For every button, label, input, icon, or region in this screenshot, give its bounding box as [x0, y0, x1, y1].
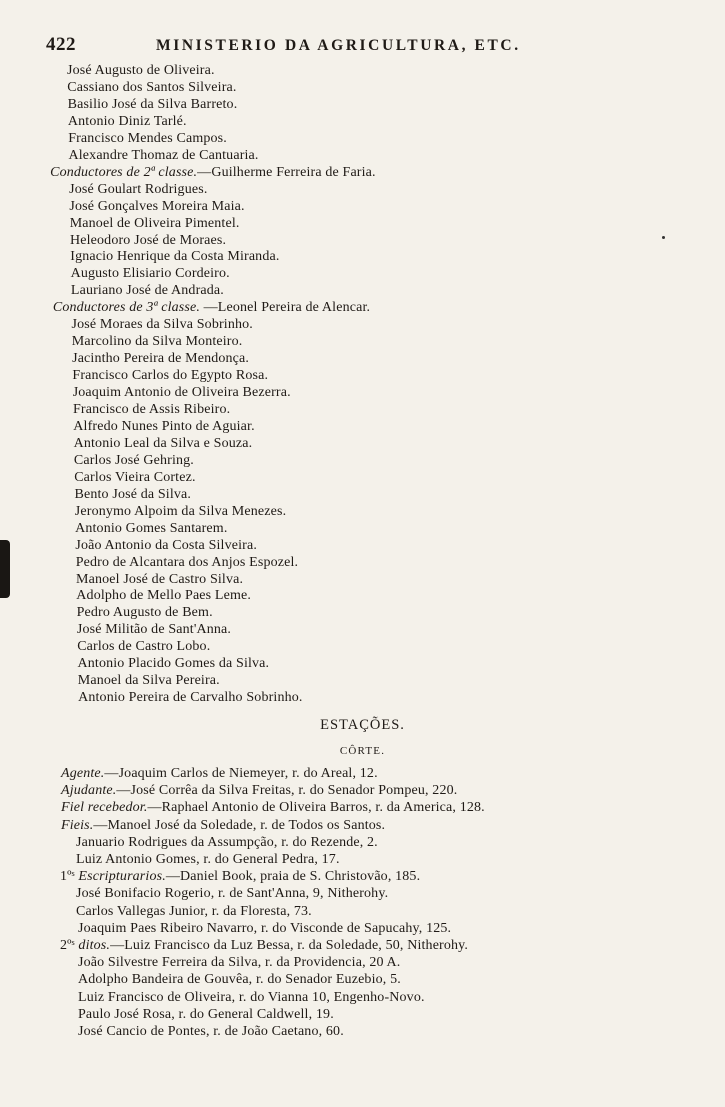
line-text: Francisco Carlos do Egypto Rosa. — [72, 368, 269, 384]
line-text: Jeronymo Alpoim da Silva Menezes. — [74, 503, 287, 519]
line-text: Carlos José Gehring. — [73, 452, 194, 468]
line-text: José Cancio de Pontes, r. de João Caetano, 60. — [78, 1024, 344, 1039]
text-line — [78, 971, 401, 988]
text-line — [78, 1006, 334, 1023]
line-text: Antonio Pereira de Carvalho Sobrinho. — [78, 690, 303, 706]
line-text: —Luiz Francisco da Luz Bessa, r. da Soledade, 50, Nitherohy. — [110, 938, 469, 953]
line-text: Januario Rodrigues da Assumpção, r. do Rezende, 2. — [76, 834, 378, 850]
line-text: Heleodoro José de Moraes. — [70, 232, 227, 248]
text-line — [70, 248, 279, 265]
line-text: Marcolino da Silva Monteiro. — [71, 334, 243, 350]
text-line — [78, 655, 270, 672]
section-title: ESTAÇÕES. — [320, 717, 405, 733]
line-text: João Silvestre Ferreira da Silva, r. da Providencia, 20 A. — [78, 955, 401, 971]
text-line — [76, 587, 251, 604]
line-text: Luiz Francisco de Oliveira, r. do Vianna 10, Engenho-Novo. — [78, 989, 425, 1005]
text-line — [71, 265, 230, 282]
text-line — [76, 885, 388, 902]
line-text: Joaquim Paes Ribeiro Navarro, r. do Visconde de Sapucahy, 125. — [78, 920, 452, 936]
text-line — [61, 799, 485, 816]
text-line — [73, 384, 291, 401]
text-line — [76, 571, 243, 588]
line-text: Augusto Elisiario Cordeiro. — [70, 266, 230, 282]
line-text: José Augusto de Oliveira. — [67, 63, 215, 78]
line-label: Escripturarios. — [78, 869, 166, 885]
text-line — [74, 435, 253, 452]
line-text: José Militão de Sant'Anna. — [76, 622, 232, 638]
text-line — [78, 954, 400, 971]
text-line — [77, 621, 231, 638]
text-line — [76, 834, 378, 851]
text-line — [72, 350, 249, 367]
text-line — [53, 299, 370, 316]
line-text: Joaquim Antonio de Oliveira Bezerra. — [72, 385, 291, 401]
line-prefix: 2ºˢ — [60, 938, 79, 953]
line-text: José Moraes da Silva Sobrinho. — [71, 317, 253, 333]
text-line — [68, 130, 227, 147]
line-text: Cassiano dos Santos Silveira. — [67, 79, 237, 95]
text-line — [50, 164, 376, 181]
line-text: —Leonel Pereira de Alencar. — [199, 300, 371, 316]
line-text: Alexandre Thomaz de Cantuaria. — [68, 147, 259, 163]
text-line — [74, 452, 194, 469]
line-text: Antonio Gomes Santarem. — [75, 520, 228, 536]
line-text: Lauriano José de Andrada. — [70, 283, 224, 299]
line-text: Ignacio Henrique da Costa Miranda. — [70, 249, 280, 265]
text-line — [67, 79, 236, 96]
text-line — [78, 672, 220, 689]
text-line — [74, 469, 195, 486]
line-text: José Gonçalves Moreira Maia. — [69, 198, 245, 214]
text-line — [70, 215, 240, 232]
line-text: Adolpho de Mello Paes Leme. — [76, 588, 252, 604]
text-line — [76, 554, 299, 571]
line-label: Agente. — [61, 766, 105, 781]
text-line — [78, 1023, 344, 1040]
line-label: Ajudante. — [61, 783, 117, 799]
text-line — [78, 689, 302, 706]
line-text: João Antonio da Costa Silveira. — [75, 537, 257, 553]
text-line — [60, 868, 420, 885]
ink-speck — [662, 236, 665, 239]
text-line — [78, 989, 425, 1006]
line-text: Jacintho Pereira de Mendonça. — [72, 351, 250, 367]
text-line — [73, 401, 230, 418]
line-text: Adolpho Bandeira de Gouvêa, r. do Senador Euzebio, 5. — [78, 972, 401, 988]
text-line — [61, 782, 457, 799]
text-line — [69, 198, 244, 215]
line-text: Manoel José de Castro Silva. — [76, 571, 244, 587]
text-line — [76, 903, 312, 920]
text-line — [61, 765, 378, 782]
line-text: Carlos de Castro Lobo. — [77, 639, 211, 655]
line-label: Fiel recebedor. — [61, 800, 148, 816]
line-text: Manoel de Oliveira Pimentel. — [69, 215, 240, 231]
text-line — [70, 232, 226, 249]
text-line — [76, 851, 340, 868]
line-text: Francisco de Assis Ribeiro. — [73, 402, 231, 417]
text-line — [68, 113, 187, 130]
text-line — [75, 486, 192, 503]
line-text: —Joaquim Carlos de Niemeyer, r. do Areal, 12. — [104, 766, 378, 781]
header-title: MINISTERIO DA AGRICULTURA, ETC. — [156, 37, 521, 54]
text-line — [69, 181, 207, 198]
text-line — [68, 96, 238, 113]
text-line — [77, 638, 210, 655]
text-line — [75, 503, 286, 520]
running-header — [46, 34, 686, 56]
line-text: José Goulart Rodrigues. — [69, 181, 208, 197]
page-edge-tab — [0, 540, 10, 598]
line-prefix: 1ºˢ — [60, 869, 79, 885]
text-line — [75, 520, 227, 537]
text-line — [60, 937, 468, 954]
line-text: Pedro de Alcantara dos Anjos Espozel. — [75, 554, 299, 570]
text-line — [75, 537, 257, 554]
text-line — [67, 62, 215, 79]
text-line — [71, 282, 224, 299]
line-label: ditos. — [78, 938, 111, 953]
line-text: Pedro Augusto de Bem. — [76, 605, 213, 621]
line-text: Basilio José da Silva Barreto. — [67, 96, 238, 112]
line-text: Carlos Vallegas Junior, r. da Floresta, 73. — [76, 903, 312, 919]
line-text: Bento José da Silva. — [74, 486, 192, 502]
line-text: Luiz Antonio Gomes, r. do General Pedra, 17. — [76, 852, 340, 867]
subsection-title: CÔRTE. — [339, 745, 386, 757]
line-label: Conductores de 2ª classe. — [50, 164, 198, 180]
line-label: Conductores de 3ª classe. — [52, 300, 200, 316]
line-text: —Manoel José da Soledade, r. de Todos os Santos. — [93, 817, 386, 833]
line-text: Carlos Vieira Cortez. — [74, 469, 196, 485]
line-text: Alfredo Nunes Pinto de Aguiar. — [73, 418, 255, 434]
text-line — [72, 367, 268, 384]
page-number: 422 — [46, 34, 76, 55]
text-line — [61, 817, 385, 834]
line-text: —Guilherme Ferreira de Faria. — [197, 164, 376, 180]
line-text: Francisco Mendes Campos. — [68, 130, 227, 146]
text-line — [72, 333, 243, 350]
line-text: Manoel da Silva Pereira. — [77, 673, 220, 689]
line-text: José Bonifacio Rogerio, r. de Sant'Anna, 9, Nitherohy. — [76, 886, 389, 902]
line-label: Fieis. — [61, 817, 94, 833]
text-line — [73, 418, 254, 435]
text-line — [77, 604, 213, 621]
text-line — [69, 147, 259, 164]
line-text: Antonio Placido Gomes da Silva. — [77, 656, 270, 672]
line-text: —Daniel Book, praia de S. Christovão, 185. — [165, 869, 421, 885]
line-text: Antonio Leal da Silva e Souza. — [73, 435, 253, 451]
line-text: —José Corrêa da Silva Freitas, r. do Senador Pompeu, 220. — [116, 783, 458, 799]
line-text: Antonio Diniz Tarlé. — [67, 113, 187, 129]
text-line — [72, 316, 253, 333]
line-text: Paulo José Rosa, r. do General Caldwell, 19. — [78, 1006, 334, 1022]
line-text: —Raphael Antonio de Oliveira Barros, r. da America, 128. — [147, 800, 485, 816]
text-line — [78, 920, 451, 937]
